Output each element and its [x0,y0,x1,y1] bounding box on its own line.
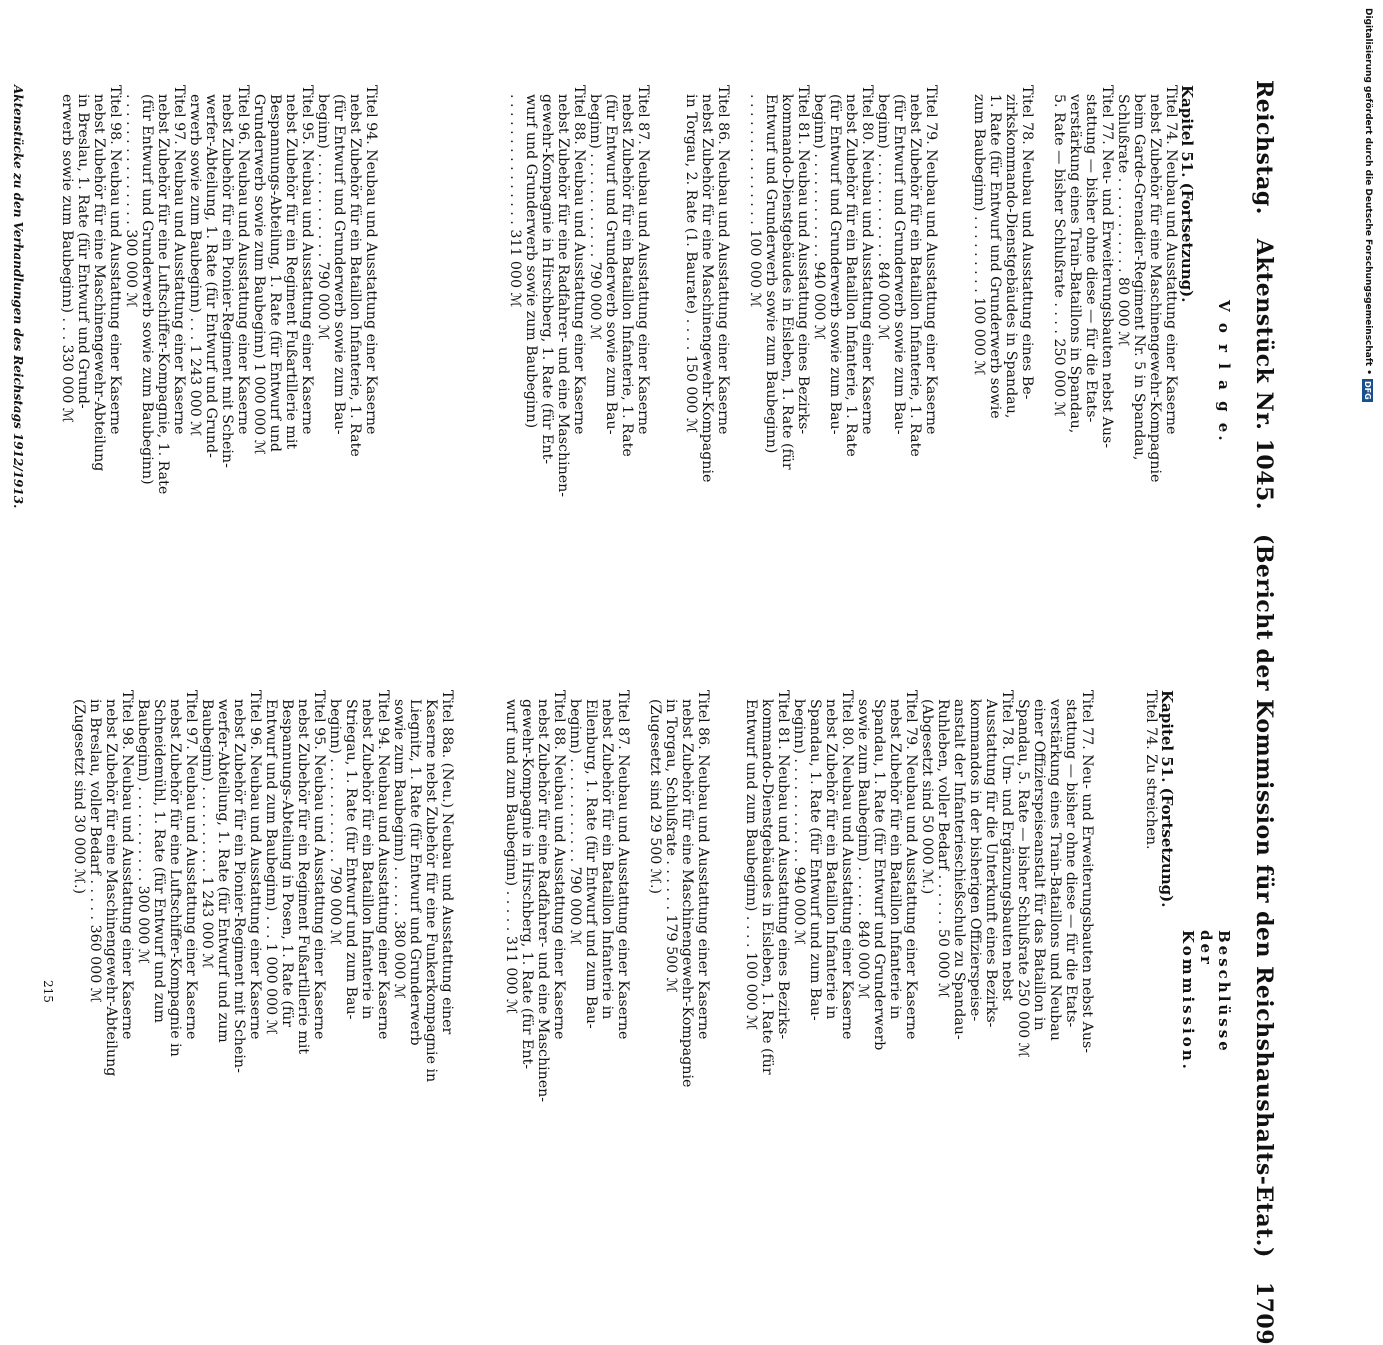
header-center: Aktenstück Nr. 1045. [1251,238,1277,510]
text-line: Bespannungs-Abteilung in Posen, 1. Rate (für [279,690,295,1028]
text-line: (für Entwurf und Grunderwerb sowie zum Bau- [891,85,907,435]
text-line: nebst Zubehör für eine Maschinengewehr-Abteilung [91,85,107,472]
text-line: Ruhleben, voller Bedarf . . . . . . 50 000 ℳ [935,690,951,999]
text-line: Titel 97. Neubau und Ausstattung einer Kaserne [183,690,199,1040]
text-line: nebst Zubehör für eine Radfahrer- und eine Maschinen- [555,85,571,498]
text-line: Titel 95. Neubau und Ausstattung einer Kaserne [311,690,327,1040]
text-line [471,690,487,1290]
text-line [711,690,727,1290]
right-column [71,690,1175,1290]
text-line: Titel 74. Zu streichen. [1143,690,1159,850]
text-line: Titel 81. Neubau und Ausstattung eines Bezirks- [775,690,791,1040]
text-line: nebst Zubehör für eine Maschinengewehr-Abteilung [103,690,119,1077]
text-line: beginn) . . . . . . . . . . . . 940 000 ℳ [811,85,827,341]
text-line: Titel 88. Neubau und Ausstattung einer Kaserne [551,690,567,1040]
text-line: kommando-Dienstgebäudes in Eisleben, 1. Rate (für [779,85,795,470]
vorlage-heading: V o r l a g e. [1215,300,1233,444]
text-line [487,690,503,1290]
text-line: nebst Zubehör für ein Pionier-Regiment mit Schein- [231,690,247,1073]
footer-page-number: 215 [41,980,55,1003]
text-line: beim Garde-Grenadier-Regiment Nr. 5 in Spandau, [1131,85,1147,461]
text-line: 1. Rate (für Entwurf und Grunderwerb sowie [987,85,1003,419]
text-line: Titel 94. Neubau und Ausstattung einer Kaserne [375,690,391,1040]
text-line: Titel 86. Neubau und Ausstattung einer Kaserne [715,85,731,435]
text-line: nebst Zubehör für ein Bataillon Infanterie, 1. Rate [347,85,363,457]
text-line: . . . . . . . . . . . . . . . 300 000 ℳ [123,85,139,308]
text-line [631,690,647,1290]
text-line: Grunderwerb sowie zum Baubeginn) 1 000 000 ℳ [251,85,267,455]
text-line: nebst Zubehör für ein Bataillon Infanterie in [887,690,903,1020]
text-line: Striegau, 1. Rate (für Entwurf und zum Bau- [343,690,359,1020]
text-line: Titel 80. Neubau und Ausstattung einer Kaserne [859,85,875,435]
text-line: (für Entwurf und Grunderwerb sowie zum Baubeginn) [139,85,155,485]
text-line: Titel 77. Neu- und Erweiterungsbauten nebst Aus- [1099,85,1115,449]
text-line: verstärkung eines Train-Bataillons und Neubau [1047,690,1063,1041]
header-page-number: 1709 [1251,1281,1277,1345]
text-line: Titel 94. Neubau und Ausstattung einer Kaserne [363,85,379,435]
text-line [411,85,427,685]
text-line: Spandau, 1. Rate (für Entwurf und zum Bau- [807,690,823,1021]
text-line [667,85,683,685]
text-line: Spandau, 5. Rate — bisher Schlußrate 250 000 ℳ [1015,690,1031,1058]
text-line: kommando-Dienstgebäudes in Eisleben, 1. Rate (für [759,690,775,1075]
text-line: Titel 97. Neubau und Ausstattung einer Kaserne [171,85,187,435]
text-line: nebst Zubehör für eine Radfahrer- und eine Maschinen- [535,690,551,1103]
text-line: nebst Zubehör für ein Bataillon Infanterie in [823,690,839,1020]
text-line [491,85,507,685]
text-line [731,85,747,685]
text-line [395,85,411,685]
text-line: in Torgau, Schlußrate . . . . . . 179 500 ℳ [663,690,679,993]
text-line: Schlußrate . . . . . . . . . . . 80 000 ℳ [1115,85,1131,347]
text-line: beginn) . . . . . . . . . . . . 790 000 ℳ [315,85,331,341]
text-line [727,690,743,1290]
text-line: sowie zum Baubeginn) . . . . . . 840 000 ℳ [855,690,871,999]
text-line [651,85,667,685]
text-line: Kapitel 51. (Fortsetzung). [1158,690,1176,908]
text-line: in Torgau, 2. Rate (1. Baurate) . . . . 150 000 ℳ [683,85,699,434]
text-line: Schneidemühl, 1. Rate (für Entwurf und zum [151,690,167,1023]
header-title: (Bericht der Kommission für den Reichshaushalts-Etat.) [1251,533,1277,1258]
text-line: nebst Zubehör für ein Bataillon Infanterie, 1. Rate [907,85,923,457]
text-line: nebst Zubehör für ein Bataillon Infanterie in [599,690,615,1020]
text-line: Entwurf und zum Baubeginn) . . . 1 000 000 ℳ [263,690,279,1035]
left-column [59,85,1195,685]
text-line: beginn) . . . . . . . . . . . . 790 000 ℳ [587,85,603,341]
text-line: gewehr-Kompagnie in Hirschberg, 1. Rate (für Ent- [539,85,555,465]
text-line: . . . . . . . . . . . . . . . 100 000 ℳ [747,85,763,308]
dfg-sidebar [1360,8,1380,993]
text-line: nebst Zubehör für eine Maschinengewehr-Kompagnie [1147,85,1163,483]
text-line: Bespannungs-Abteilung, 1. Rate (für Entwurf und [267,85,283,452]
text-line: werfer-Abteilung, 1. Rate (für Entwurf und zum [215,690,231,1043]
text-line: Baubeginn) . . . . . . . . . . . 300 000 ℳ [135,690,151,965]
text-line [1095,690,1111,1290]
text-line: Titel 80. Neubau und Ausstattung einer Kaserne [839,690,855,1040]
text-line: Titel 88a. (Neu.) Neubau und Ausstattung einer [439,690,455,1035]
text-line: verstärkung eines Train-Bataillons in Spandau, [1067,85,1083,434]
text-line: nebst Zubehör für ein Bataillon Infanterie, 1. Rate [843,85,859,457]
text-line: (Zugesetzt sind 30 000 ℳ.) [71,690,87,895]
text-line [1035,85,1051,685]
text-line: zum Baubeginn) . . . . . . . . . 100 000 ℳ [971,85,987,376]
page-header [1247,80,1277,1345]
footer-left: Aktenstücke zu den Verhandlungen des Reichstags 1912/1913. [11,85,25,509]
text-line: kommandos in der bisherigen Offizierspeise- [967,690,983,1022]
text-line [475,85,491,685]
text-line: nebst Zubehör für eine Maschinengewehr-Kompagnie [679,690,695,1088]
text-line: (für Entwurf und Grunderwerb sowie zum Bau- [331,85,347,435]
text-line: Eilenburg, 1. Rate (für Entwurf und zum Bau- [583,690,599,1029]
text-line: stattung — bisher ohne diese — für die Etats- [1063,690,1079,1028]
text-line: beginn) . . . . . . . . . . . . 840 000 ℳ [875,85,891,341]
text-line: Titel 87. Neubau und Ausstattung einer Kaserne [615,690,631,1040]
text-line [459,85,475,685]
text-line: in Breslau, 1. Rate (für Entwurf und Grund- [75,85,91,409]
text-line: Titel 86. Neubau und Ausstattung einer Kaserne [695,690,711,1040]
text-line [1127,690,1143,1290]
text-line: Titel 74. Neubau und Ausstattung einer Kaserne [1163,85,1179,435]
text-line: erwerb sowie zum Baubeginn) . . . 1 243 000 ℳ [187,85,203,437]
text-line: Titel 95. Neubau und Ausstattung einer Kaserne [299,85,315,435]
text-line: beginn) . . . . . . . . . . . . 790 000 ℳ [567,690,583,946]
text-line: nebst Zubehör für ein Regiment Fußartillerie mit [283,85,299,450]
text-line: wurf und zum Baubeginn) . . . . . 311 000 ℳ [503,690,519,1015]
text-line: Titel 78. Um- und Ergänzungsbauten nebst [999,690,1015,1001]
text-line: Entwurf und zum Baubeginn) . . . . 100 000 ℳ [743,690,759,1031]
text-line: 5. Rate — bisher Schlußrate . . . . 250 000 ℳ [1051,85,1067,417]
text-line: nebst Zubehör für ein Pionier-Regiment mit Schein- [219,85,235,468]
text-line: Titel 87. Neubau und Ausstattung einer Kaserne [635,85,651,435]
text-line: Titel 98. Neubau und Ausstattung einer Kaserne [119,690,135,1040]
text-line: gewehr-Kompagnie in Hirschberg, 1. Rate (für Ent- [519,690,535,1070]
text-line [427,85,443,685]
text-line: in Breslau, voller Bedarf . . . . . 360 000 ℳ [87,690,103,1003]
text-line [443,85,459,685]
text-line: Titel 77. Neu- und Erweiterungsbauten nebst Aus- [1079,690,1095,1054]
text-line: nebst Zubehör für eine Luftschiffer-Kompagnie in [167,690,183,1057]
text-line: Titel 98. Neubau und Ausstattung einer Kaserne [107,85,123,435]
text-line: Titel 79. Neubau und Ausstattung einer Kaserne [903,690,919,1040]
text-line [955,85,971,685]
text-line: nebst Zubehör für eine Luftschiffer-Kompagnie, 1. Rate [155,85,171,495]
text-line: Titel 79. Neubau und Ausstattung einer Kaserne [923,85,939,435]
text-line: Titel 78. Neubau und Ausstattung eines Be- [1019,85,1035,400]
text-line: Titel 96. Neubau und Ausstattung einer Kaserne [247,690,263,1040]
text-line: Titel 96. Neubau und Ausstattung einer Kaserne [235,85,251,435]
text-line: einer Offizierspeiseanstalt für das Bataillon in [1031,690,1047,1031]
text-line [939,85,955,685]
text-line: sowie zum Baubeginn) . . . . . . 380 000 ℳ [391,690,407,999]
text-line: nebst Zubehör für ein Regiment Fußartillerie mit [295,690,311,1055]
text-line: zirkskommando-Dienstgebäudes in Spandau, [1003,85,1019,419]
text-line: (für Entwurf und Grunderwerb sowie zum Bau- [603,85,619,435]
text-line [1111,690,1127,1290]
text-line [455,690,471,1290]
dfg-badge: DFG [1363,380,1373,400]
text-line: Ausstattung für die Unterkunft eines Bezirks- [983,690,999,1028]
text-line [379,85,395,685]
text-line: werfer-Abteilung, 1. Rate (für Entwurf und Grund- [203,85,219,458]
text-line: beginn) . . . . . . . . . . . . 940 000 ℳ [791,690,807,946]
text-line: nebst Zubehör für ein Bataillon Infanterie, 1. Rate [619,85,635,457]
text-line: erwerb sowie zum Baubeginn) . . . 330 000 ℳ [59,85,75,423]
text-line: Kaserne nebst Zubehör für eine Funkerkompagnie in [423,690,439,1083]
text-line: (Zugesetzt sind 29 500 ℳ.) [647,690,663,895]
header-left: Reichstag. [1251,80,1277,215]
text-line: nebst Zubehör für eine Maschinengewehr-Kompagnie [699,85,715,483]
text-line: Titel 81. Neubau und Ausstattung eines Bezirks- [795,85,811,435]
text-line: Baubeginn) . . . . . . . . . . 1 243 000 ℳ [199,690,215,969]
text-line: (Abgesetzt sind 50 000 ℳ.) [919,690,935,895]
text-line: wurf und Grunderwerb sowie zum Baubeginn) [523,85,539,429]
text-line: stattung — bisher ohne diese — für die Etats- [1083,85,1099,423]
text-line: anstalt der Infanterieschießschule zu Spandau- [951,690,967,1040]
text-line: Kapitel 51. (Fortsetzung). [1178,85,1196,303]
text-line: (für Entwurf und Grunderwerb sowie zum Bau- [827,85,843,435]
text-line: Liegnitz, 1. Rate (für Entwurf und Grunderwerb [407,690,423,1046]
beschluesse-heading: Beschlüsse der Kommission. [1179,930,1233,1072]
text-line: Entwurf und Grunderwerb sowie zum Baubeginn) [763,85,779,454]
sidebar-text: Digitalisierung gefördert durch die Deutsche Forschungsgemeinschaft • [1363,8,1373,375]
text-line: Titel 88. Neubau und Ausstattung einer Kaserne [571,85,587,435]
text-line: beginn) . . . . . . . . . . . . 790 000 ℳ [327,690,343,946]
text-line: . . . . . . . . . . . . . . . 311 000 ℳ [507,85,523,308]
text-line: Spandau, 1. Rate (für Entwurf und Grunderwerb [871,690,887,1051]
text-line: nebst Zubehör für ein Bataillon Infanterie in [359,690,375,1020]
